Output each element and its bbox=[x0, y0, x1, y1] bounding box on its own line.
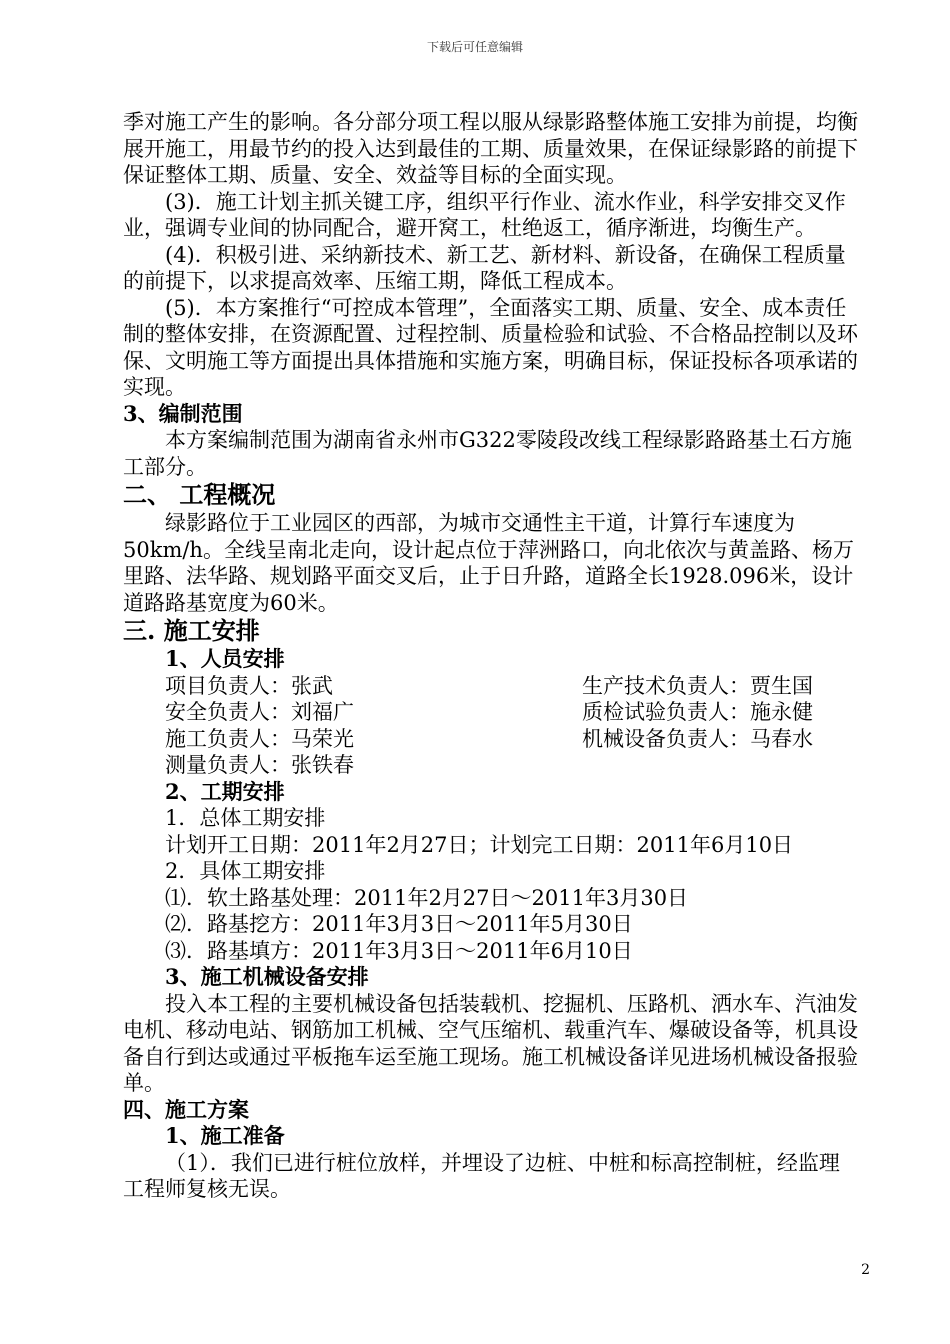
section-heading: 3、编制范围 bbox=[123, 400, 243, 426]
paragraph: (3)．施工计划主抓关键工序，组织平行作业、流水作业，科学安排交叉作业，强调专业间的协同配合，避开窝工，杜绝返工，循序渐进，均衡生产。 bbox=[123, 189, 846, 240]
chapter-heading: 四、施工方案 bbox=[123, 1096, 249, 1122]
staff-entry: 测量负责人：张铁春 bbox=[165, 753, 354, 777]
schedule-line: ⑵．路基挖方：2011年3月3日～2011年5月30日 bbox=[165, 912, 633, 936]
schedule-line: 计划开工日期：2011年2月27日；计划完工日期：2011年6月10日 bbox=[165, 832, 794, 857]
section-heading: 1、人员安排 bbox=[165, 646, 285, 671]
schedule-line: 1．总体工期安排 bbox=[165, 806, 326, 830]
staff-entry: 安全负责人：刘福广 bbox=[165, 700, 354, 724]
schedule-line: ⑴．软土路基处理：2011年2月27日～2011年3月30日 bbox=[165, 885, 689, 910]
chapter-heading: 二、 工程概况 bbox=[123, 480, 276, 509]
section-heading: 1、施工准备 bbox=[165, 1123, 285, 1148]
paragraph: 本方案编制范围为湖南省永州市G322零陵段改线工程绿影路路基土石方施工部分。 bbox=[123, 428, 852, 479]
paragraph: (4)．积极引进、采纳新技术、新工艺、新材料、新设备，在确保工程质量的前提下，以求提高效率、压缩工期，降低工程成本。 bbox=[123, 242, 846, 293]
page-header-note: 下载后可任意编辑 bbox=[426, 40, 523, 54]
staff-entry: 质检试验负责人：施永健 bbox=[582, 700, 813, 724]
page-number: 2 bbox=[861, 1262, 870, 1278]
paragraph: (5)．本方案推行“可控成本管理”，全面落实工期、质量、安全、成本责任制的整体安排，在资源配置、过程控制、质量检验和试验、不合格品控制以及环保、文明施工等方面提出具体措施和实施方案，明确目标，保证投标各项承诺的实现。 bbox=[123, 295, 858, 399]
staff-row bbox=[123, 699, 858, 726]
paragraph: 季对施工产生的影响。各分部分项工程以服从绿影路整体施工安排为前提，均衡展开施工，用最节约的投入达到最佳的工期、质量效果，在保证绿影路的前提下保证整体工期、质量、安全、效益等目标的全面实现。 bbox=[123, 110, 858, 187]
staff-entry: 施工负责人：马荣光 bbox=[165, 726, 354, 751]
document-body bbox=[123, 109, 858, 1203]
staff-row bbox=[123, 752, 858, 779]
staff-entry: 项目负责人：张武 bbox=[165, 673, 333, 698]
section-heading: 3、施工机械设备安排 bbox=[165, 964, 369, 989]
staff-entry: 生产技术负责人：贾生国 bbox=[582, 673, 813, 698]
chapter-heading: 三. 施工安排 bbox=[123, 616, 260, 645]
paragraph: 投入本工程的主要机械设备包括装载机、挖掘机、压路机、洒水车、汽油发电机、移动电站、钢筋加工机械、空气压缩机、载重汽车、爆破设备等，机具设备自行到达或通过平板拖车运至施工现场。施工机械设备详见进场机械设备报验单。 bbox=[123, 991, 858, 1095]
staff-row bbox=[123, 726, 858, 753]
paragraph: 绿影路位于工业园区的西部，为城市交通性主干道，计算行车速度为50km/h。全线呈南北走向，设计起点位于萍洲路口，向北依次与黄盖路、杨万里路、法华路、规划路平面交叉后，止于日升路，道路全长1928.096米，设计道路路基宽度为60米。 bbox=[123, 511, 854, 615]
staff-entry: 机械设备负责人：马春水 bbox=[582, 726, 813, 751]
staff-row bbox=[123, 673, 858, 700]
section-heading: 2、工期安排 bbox=[165, 778, 285, 804]
schedule-line: ⑶．路基填方：2011年3月3日～2011年6月10日 bbox=[165, 938, 633, 963]
paragraph: （1）．我们已进行桩位放样，并埋设了边桩、中桩和标高控制桩，经监理工程师复核无误。 bbox=[123, 1150, 840, 1201]
schedule-line: 2．具体工期安排 bbox=[165, 859, 326, 883]
